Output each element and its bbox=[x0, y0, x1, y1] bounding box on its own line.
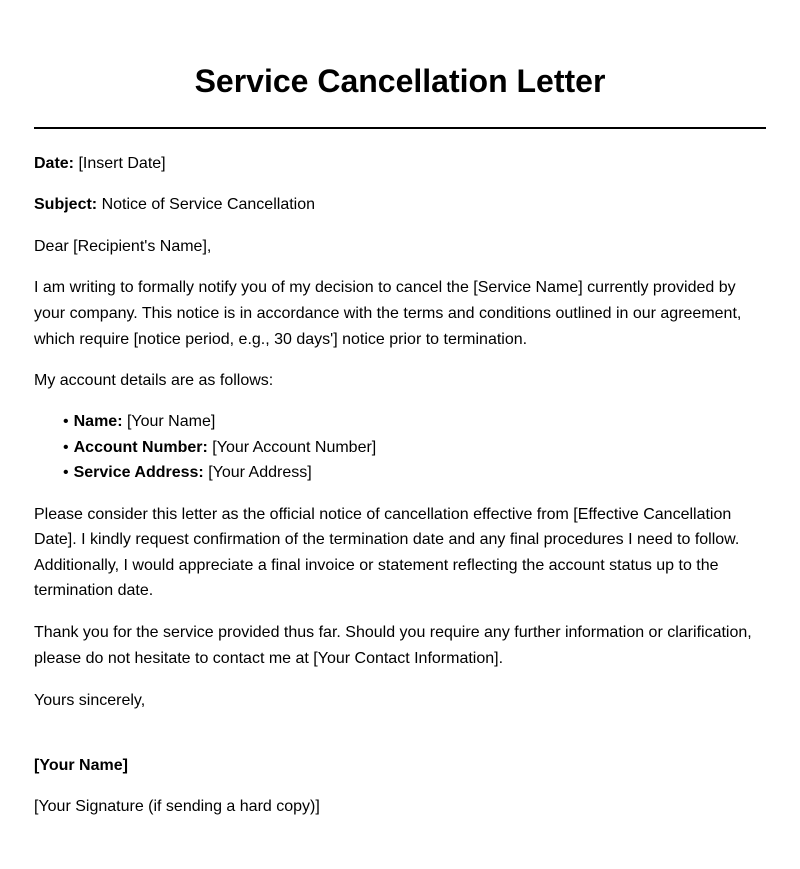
body-paragraph-notice: I am writing to formally notify you of my decision to cancel the [Service Name] currently provided by your company. This notice is in accordance with the terms and conditions outlined in our agreement, which require [notice period, e.g., 30 days'] notice prior to termination. bbox=[34, 279, 742, 348]
body-paragraph-thanks: Thank you for the service provided thus far. Should you require any further information or clarification, please do not hesitate to contact me at [Your Contact Information]. bbox=[34, 623, 752, 667]
account-details-list bbox=[34, 409, 766, 486]
list-item bbox=[63, 460, 766, 486]
subject-label: Subject: bbox=[34, 196, 98, 213]
signature-line: [Your Signature (if sending a hard copy)] bbox=[34, 797, 320, 815]
sender-name bbox=[34, 753, 766, 779]
date-line bbox=[34, 151, 766, 177]
subject-value: Notice of Service Cancellation bbox=[97, 196, 316, 213]
list-item bbox=[63, 409, 766, 435]
detail-value: [Your Account Number] bbox=[207, 438, 377, 456]
closing: Yours sincerely, bbox=[34, 691, 146, 709]
detail-value: [Your Name] bbox=[122, 413, 216, 430]
title-divider bbox=[34, 127, 766, 129]
sender-name-text: [Your Name] bbox=[34, 756, 128, 774]
greeting: Dear [Recipient's Name], bbox=[34, 238, 212, 255]
detail-label: Service Address: bbox=[73, 464, 204, 481]
detail-label: Account Number: bbox=[73, 438, 208, 456]
date-value: [Insert Date] bbox=[74, 155, 166, 172]
date-label: Date: bbox=[34, 155, 75, 172]
subject-line bbox=[34, 192, 766, 218]
list-item bbox=[63, 435, 766, 461]
detail-label: Name: bbox=[73, 413, 123, 430]
detail-value: [Your Address] bbox=[203, 464, 312, 481]
page-title: Service Cancellation Letter bbox=[194, 63, 606, 99]
account-details-intro: My account details are as follows: bbox=[34, 372, 274, 389]
body-paragraph-confirmation: Please consider this letter as the official notice of cancellation effective from [Effective Cancellation Date]. I kindly request confirmation of the termination date and any final procedures I need to follow. Additionally, I would appreciate a final invoice or statement reflecting the account status up to the termination date. bbox=[34, 505, 740, 599]
